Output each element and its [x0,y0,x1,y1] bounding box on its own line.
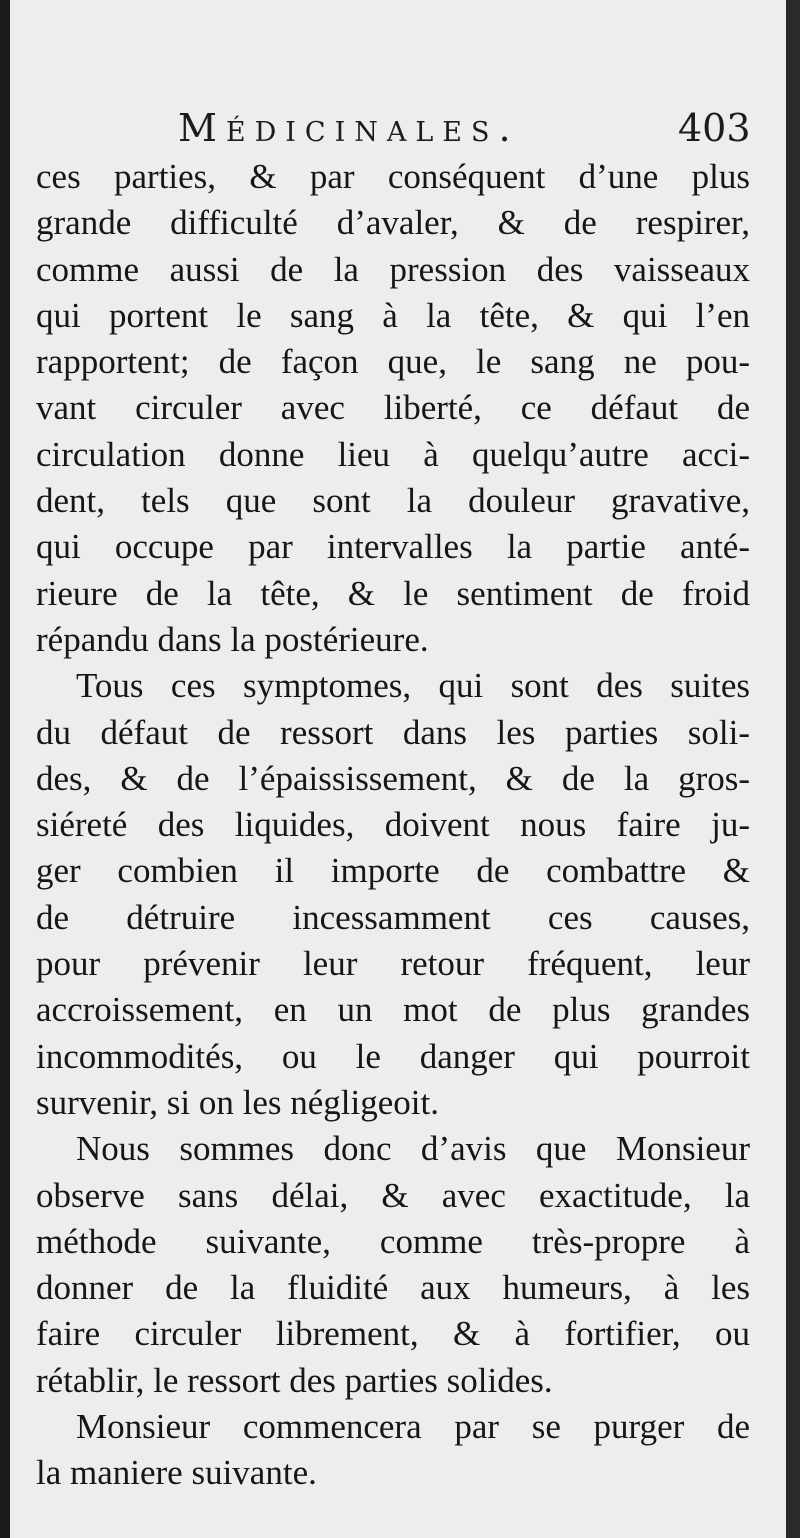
text-line: ger combien il importe de combattre & [36,851,750,891]
text-line: rapportent; de façon que, le sang ne pou- [36,342,750,382]
text-line: Nous sommes donc d’avis que Monsieur [76,1129,750,1169]
running-title: Médicinales. [178,106,520,150]
text-line: incommodités, ou le danger qui pourroit [36,1036,750,1076]
text-line: de détruire incessamment ces causes, [36,897,750,937]
book-page [10,0,786,1538]
text-line: siéreté des liquides, doivent nous faire ju- [36,805,750,845]
text-line: dent, tels que sont la douleur gravative, [36,481,750,521]
text-line: rieure de la tête, & le sentiment de froid [36,573,750,613]
text-line: des, & de l’épaississement, & de la gros- [36,758,750,798]
text-line: vant circuler avec liberté, ce défaut de [36,388,750,428]
text-line: survenir, si on les négligeoit. [36,1082,439,1122]
page-header [178,100,778,156]
text-line: la maniere suivante. [36,1453,317,1493]
text-line: qui portent le sang à la tête, & qui l’en [36,295,750,335]
text-line: répandu dans la postérieure. [36,619,429,659]
text-line: rétablir, le ressort des parties solides. [36,1360,553,1400]
text-line: faire circuler librement, & à fortifier, ou [36,1314,750,1354]
text-line: observe sans délai, & avec exactitude, la [36,1175,750,1215]
text-line: comme aussi de la pression des vaisseaux [36,249,750,289]
text-line: Monsieur commencera par se purger de [76,1407,750,1447]
text-line: donner de la fluidité aux humeurs, à les [36,1268,750,1308]
page-number: 403 [678,106,751,150]
text-line: circulation donne lieu à quelqu’autre acci- [36,434,750,474]
body-text [36,154,750,1497]
text-line: Tous ces symptomes, qui sont des suites [76,666,750,706]
text-line: du défaut de ressort dans les parties soli- [36,712,750,752]
text-line: méthode suivante, comme très-propre à [36,1221,750,1261]
text-line: accroissement, en un mot de plus grandes [36,990,750,1030]
text-line: pour prévenir leur retour fréquent, leur [36,944,750,984]
text-line: ces parties, & par conséquent d’une plus [36,157,750,196]
text-line: grande difficulté d’avaler, & de respirer, [36,203,750,243]
text-line: qui occupe par intervalles la partie anté- [36,527,750,567]
page-edge [786,0,800,1538]
